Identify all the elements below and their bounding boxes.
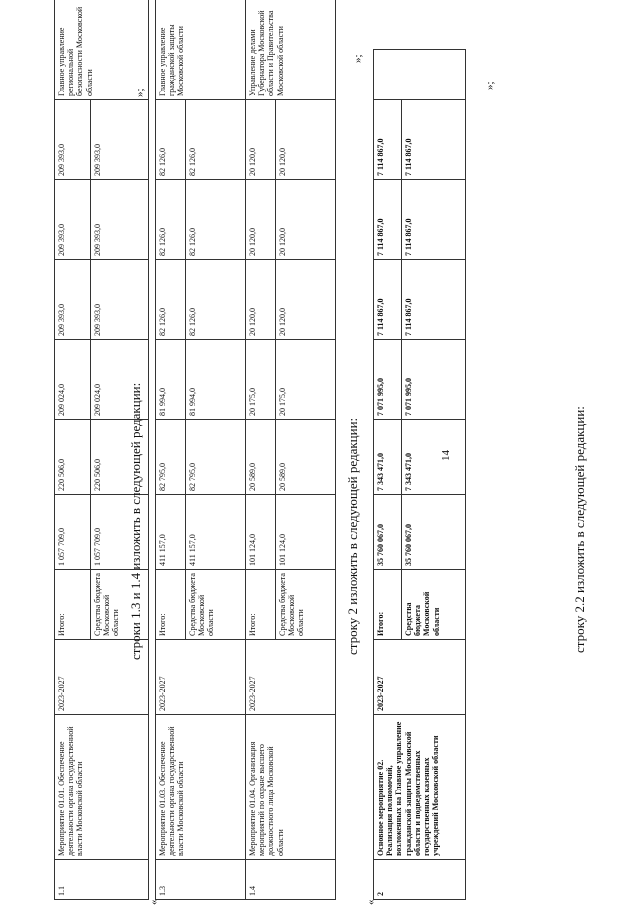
executor: Управление делами Губернатора Московской области и Правительства Московской области	[246, 0, 336, 100]
value-2026: 20 120,0	[246, 180, 276, 260]
value-2025: 209 393,0	[55, 260, 91, 340]
value-2023: 20 589,0	[246, 420, 276, 495]
table-bot	[373, 49, 466, 900]
period: 2023-2027	[156, 640, 246, 715]
table-row	[374, 50, 402, 900]
period: 2023-2027	[246, 640, 336, 715]
value-2026: 209 393,0	[91, 180, 149, 260]
value-2026: 82 126,0	[186, 180, 246, 260]
closing-quote: »;	[352, 54, 364, 63]
opening-quote: «	[148, 899, 160, 905]
table-row	[246, 0, 276, 900]
value-2025: 82 126,0	[156, 260, 186, 340]
measure-name: Основное мероприятие 02. Реализация полномочий, возложенных на Главное управление гражданской защиты Московской области и подведомственных государственных казенных учреждений Московской области	[374, 715, 466, 860]
source-total: Итого:	[156, 570, 186, 640]
value-2023: 7 343 471,0	[402, 420, 466, 495]
value-2027: 7 114 867,0	[374, 100, 402, 180]
source-budget: Средства бюджета Московской области	[276, 570, 336, 640]
value-2024: 209 024,0	[55, 340, 91, 420]
source-total: Итого:	[374, 570, 402, 640]
value-2026: 82 126,0	[156, 180, 186, 260]
value-2025: 7 114 867,0	[374, 260, 402, 340]
value-2026: 209 393,0	[55, 180, 91, 260]
value-2027: 82 126,0	[186, 100, 246, 180]
closing-quote: »;	[134, 88, 146, 97]
executor: Главное управление региональной безопасности Московской области	[55, 0, 149, 100]
value-2023: 82 795,0	[186, 420, 246, 495]
measure-name: Мероприятие 01.04. Организация мероприятий по охране высшего должностного лица Московской области	[246, 715, 336, 860]
value-total: 1 057 709,0	[55, 495, 91, 570]
value-2024: 209 024,0	[91, 340, 149, 420]
value-total: 411 157,0	[156, 495, 186, 570]
value-2025: 20 120,0	[246, 260, 276, 340]
row-number: 1.4	[246, 860, 336, 900]
period: 2023-2027	[55, 640, 149, 715]
row-number: 1.1	[55, 860, 149, 900]
executor: Главное управление гражданской защиты Московской области	[156, 0, 246, 100]
value-total: 1 057 709,0	[91, 495, 149, 570]
value-2026: 20 120,0	[276, 180, 336, 260]
value-2023: 220 506,0	[91, 420, 149, 495]
closing-quote: »;	[484, 81, 496, 90]
measure-name: Мероприятие 01.01. Обеспечение деятельности органа государственной власти Московской области	[55, 715, 149, 860]
value-total: 101 124,0	[246, 495, 276, 570]
measure-name: Мероприятие 01.03. Обеспечение деятельности органа государственной власти Московской области	[156, 715, 246, 860]
heading-row-2: строку 2 изложить в следующей редакции:	[345, 417, 360, 655]
value-total: 35 760 067,0	[374, 495, 402, 570]
value-2024: 7 071 995,0	[402, 340, 466, 420]
heading-rows-1-3-1-4: строки 1.3 и 1.4 изложить в следующей редакции:	[128, 382, 143, 660]
value-2024: 20 175,0	[276, 340, 336, 420]
table-row	[55, 0, 91, 900]
period: 2023-2027	[374, 640, 466, 715]
value-2025: 20 120,0	[276, 260, 336, 340]
value-2023: 7 343 471,0	[374, 420, 402, 495]
source-total: Итого:	[246, 570, 276, 640]
table-mid	[155, 0, 336, 900]
executor-empty	[374, 50, 466, 100]
value-2026: 7 114 867,0	[402, 180, 466, 260]
value-2024: 20 175,0	[246, 340, 276, 420]
value-2025: 82 126,0	[186, 260, 246, 340]
row-number: 1.3	[156, 860, 246, 900]
value-2027: 20 120,0	[276, 100, 336, 180]
source-budget: Средства бюджета Московской области	[91, 570, 149, 640]
source-total: Итого:	[55, 570, 91, 640]
value-2025: 209 393,0	[91, 260, 149, 340]
heading-row-2-2: строку 2.2 изложить в следующей редакции:	[572, 406, 587, 653]
value-2023: 20 589,0	[276, 420, 336, 495]
value-2026: 7 114 867,0	[374, 180, 402, 260]
value-2027: 209 393,0	[55, 100, 91, 180]
value-2027: 82 126,0	[156, 100, 186, 180]
table-row	[156, 0, 186, 900]
value-2027: 7 114 867,0	[402, 100, 466, 180]
value-2027: 20 120,0	[246, 100, 276, 180]
value-2025: 7 114 867,0	[402, 260, 466, 340]
page-number: 14	[440, 450, 452, 461]
value-2023: 82 795,0	[156, 420, 186, 495]
value-2024: 81 994,0	[186, 340, 246, 420]
value-2027: 209 393,0	[91, 100, 149, 180]
value-2023: 220 506,0	[55, 420, 91, 495]
value-total: 101 124,0	[276, 495, 336, 570]
value-total: 411 157,0	[186, 495, 246, 570]
opening-quote: «	[365, 899, 377, 905]
value-2024: 7 071 995,0	[374, 340, 402, 420]
value-total: 35 760 067,0	[402, 495, 466, 570]
value-2024: 81 994,0	[156, 340, 186, 420]
source-budget: Средства бюджета Московской области	[186, 570, 246, 640]
source-budget: Средства бюджета Московской области	[402, 570, 466, 640]
row-number: 2	[374, 860, 466, 900]
